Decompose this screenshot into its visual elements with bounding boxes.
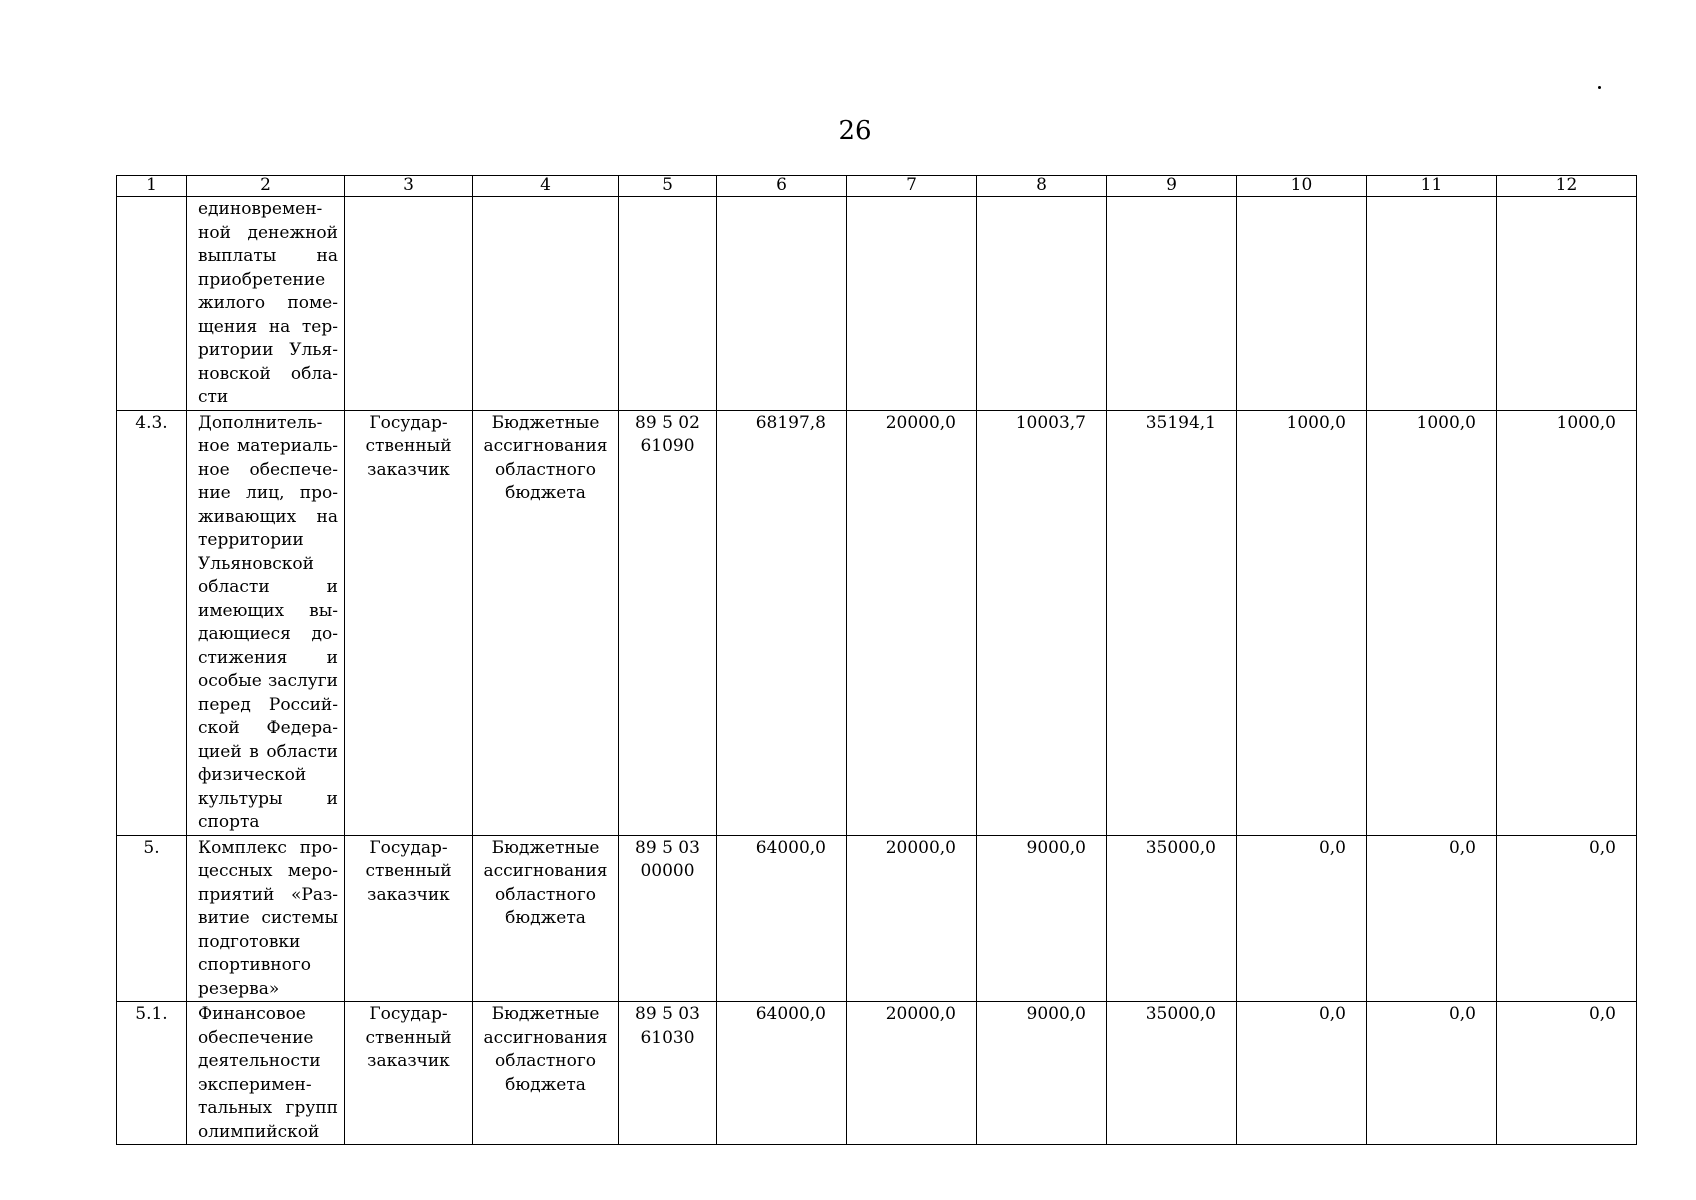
amount-cell — [847, 197, 977, 411]
event-name-line: области и — [198, 577, 338, 597]
event-name-line: дающиеся до- — [198, 624, 338, 644]
event-name-line: ритории Улья- — [198, 340, 338, 360]
column-number-row — [117, 176, 1637, 197]
event-name-cell — [187, 410, 345, 835]
budget-table — [116, 175, 1637, 1145]
event-name-line: стижения и — [198, 647, 338, 668]
amount-cell: 0,0 — [1367, 1002, 1497, 1145]
event-name-line: ние лиц, про- — [198, 483, 338, 503]
column-number-cell: 3 — [345, 176, 473, 197]
event-name-line: культуры и — [198, 788, 338, 809]
event-name-line: щения на тер- — [198, 316, 338, 337]
event-name-line: эксперимен- — [198, 1074, 312, 1095]
event-name-line: новской обла- — [198, 363, 338, 384]
event-name-line: Дополнитель- — [198, 412, 323, 433]
event-name-line: обеспечение — [198, 1027, 314, 1048]
event-name-line: деятельности — [198, 1051, 321, 1071]
amount-cell — [977, 197, 1107, 411]
event-name-line: территории — [198, 530, 304, 550]
event-name-cell — [187, 197, 345, 411]
event-name-line: подготовки — [198, 931, 301, 952]
event-name-line: перед Россий- — [198, 694, 338, 715]
event-name-line: жилого поме- — [198, 293, 338, 313]
event-name-line: Финансовое — [198, 1004, 306, 1024]
column-number-cell: 1 — [117, 176, 187, 197]
column-number-cell: 6 — [717, 176, 847, 197]
column-number-cell: 4 — [473, 176, 619, 197]
customer-cell: Государ-ственный заказчик — [345, 1002, 473, 1145]
amount-cell: 35194,1 — [1107, 410, 1237, 835]
amount-cell: 20000,0 — [847, 410, 977, 835]
column-number-cell: 7 — [847, 176, 977, 197]
event-name-line: ное материаль- — [198, 436, 338, 456]
budget-code-cell: 89 5 03 61030 — [619, 1002, 717, 1145]
amount-cell: 1000,0 — [1497, 410, 1637, 835]
event-name-line: цией в области — [198, 741, 338, 762]
event-name-line: приобретение — [198, 269, 326, 290]
column-number-cell: 5 — [619, 176, 717, 197]
event-name-cell — [187, 1002, 345, 1145]
event-name-line: сти — [198, 387, 229, 407]
event-name-cell — [187, 835, 345, 1002]
event-name-line: ное обеспече- — [198, 459, 338, 480]
amount-cell: 1000,0 — [1367, 410, 1497, 835]
amount-cell: 0,0 — [1497, 1002, 1637, 1145]
event-name-line: приятий «Раз- — [198, 884, 338, 905]
scan-speck — [1598, 86, 1601, 89]
column-number-cell: 9 — [1107, 176, 1237, 197]
table-row — [117, 1002, 1637, 1145]
table-row — [117, 835, 1637, 1002]
amount-cell: 9000,0 — [977, 1002, 1107, 1145]
amount-cell: 68197,8 — [717, 410, 847, 835]
customer-cell: Государ-ственный заказчик — [345, 410, 473, 835]
amount-cell: 1000,0 — [1237, 410, 1367, 835]
event-name-line: живающих на — [198, 506, 338, 527]
page-number: 26 — [838, 116, 872, 146]
table-row — [117, 410, 1637, 835]
event-name-line: особые заслуги — [198, 671, 338, 691]
amount-cell: 0,0 — [1237, 1002, 1367, 1145]
event-name-line: выплаты на — [198, 246, 338, 266]
amount-cell: 20000,0 — [847, 835, 977, 1002]
amount-cell: 35000,0 — [1107, 1002, 1237, 1145]
event-name-line: олимпийской — [198, 1121, 320, 1142]
row-number-cell: 4.3. — [117, 410, 187, 835]
event-name-line: имеющих вы- — [198, 600, 338, 621]
event-name-line: спортивного — [198, 955, 311, 975]
amount-cell — [1497, 197, 1637, 411]
column-number-cell: 11 — [1367, 176, 1497, 197]
column-number-cell: 10 — [1237, 176, 1367, 197]
customer-cell: Государ-ственный заказчик — [345, 835, 473, 1002]
event-name-line: витие системы — [198, 908, 338, 928]
column-number-cell: 12 — [1497, 176, 1637, 197]
amount-cell: 64000,0 — [717, 835, 847, 1002]
event-name-line: тальных групп — [198, 1098, 338, 1118]
amount-cell: 10003,7 — [977, 410, 1107, 835]
amount-cell — [717, 197, 847, 411]
event-name-line: ской Федера- — [198, 718, 338, 738]
budget-code-cell: 89 5 03 00000 — [619, 835, 717, 1002]
amount-cell: 0,0 — [1497, 835, 1637, 1002]
customer-cell — [345, 197, 473, 411]
funding-source-cell — [473, 197, 619, 411]
row-number-cell — [117, 197, 187, 411]
event-name-line: Ульяновской — [198, 553, 314, 574]
row-number-cell: 5. — [117, 835, 187, 1002]
amount-cell: 0,0 — [1237, 835, 1367, 1002]
event-name-line: ной денежной — [198, 222, 338, 243]
budget-code-cell — [619, 197, 717, 411]
funding-source-cell: Бюджетные ассигнования областного бюджета — [473, 835, 619, 1002]
funding-source-cell: Бюджетные ассигнования областного бюджета — [473, 410, 619, 835]
amount-cell: 0,0 — [1367, 835, 1497, 1002]
row-number-cell: 5.1. — [117, 1002, 187, 1145]
event-name-line: цессных меро- — [198, 861, 338, 881]
budget-code-cell: 89 5 02 61090 — [619, 410, 717, 835]
amount-cell: 64000,0 — [717, 1002, 847, 1145]
amount-cell — [1107, 197, 1237, 411]
amount-cell: 9000,0 — [977, 835, 1107, 1002]
event-name-line: спорта — [198, 812, 260, 832]
table-row — [117, 197, 1637, 411]
column-number-cell: 8 — [977, 176, 1107, 197]
event-name-line: резерва» — [198, 978, 280, 999]
funding-source-cell: Бюджетные ассигнования областного бюджета — [473, 1002, 619, 1145]
column-number-cell: 2 — [187, 176, 345, 197]
event-name-line: физической — [198, 765, 307, 785]
amount-cell — [1367, 197, 1497, 411]
amount-cell: 35000,0 — [1107, 835, 1237, 1002]
amount-cell: 20000,0 — [847, 1002, 977, 1145]
event-name-line: единовремен- — [198, 199, 323, 219]
event-name-line: Комплекс про- — [198, 837, 338, 858]
amount-cell — [1237, 197, 1367, 411]
